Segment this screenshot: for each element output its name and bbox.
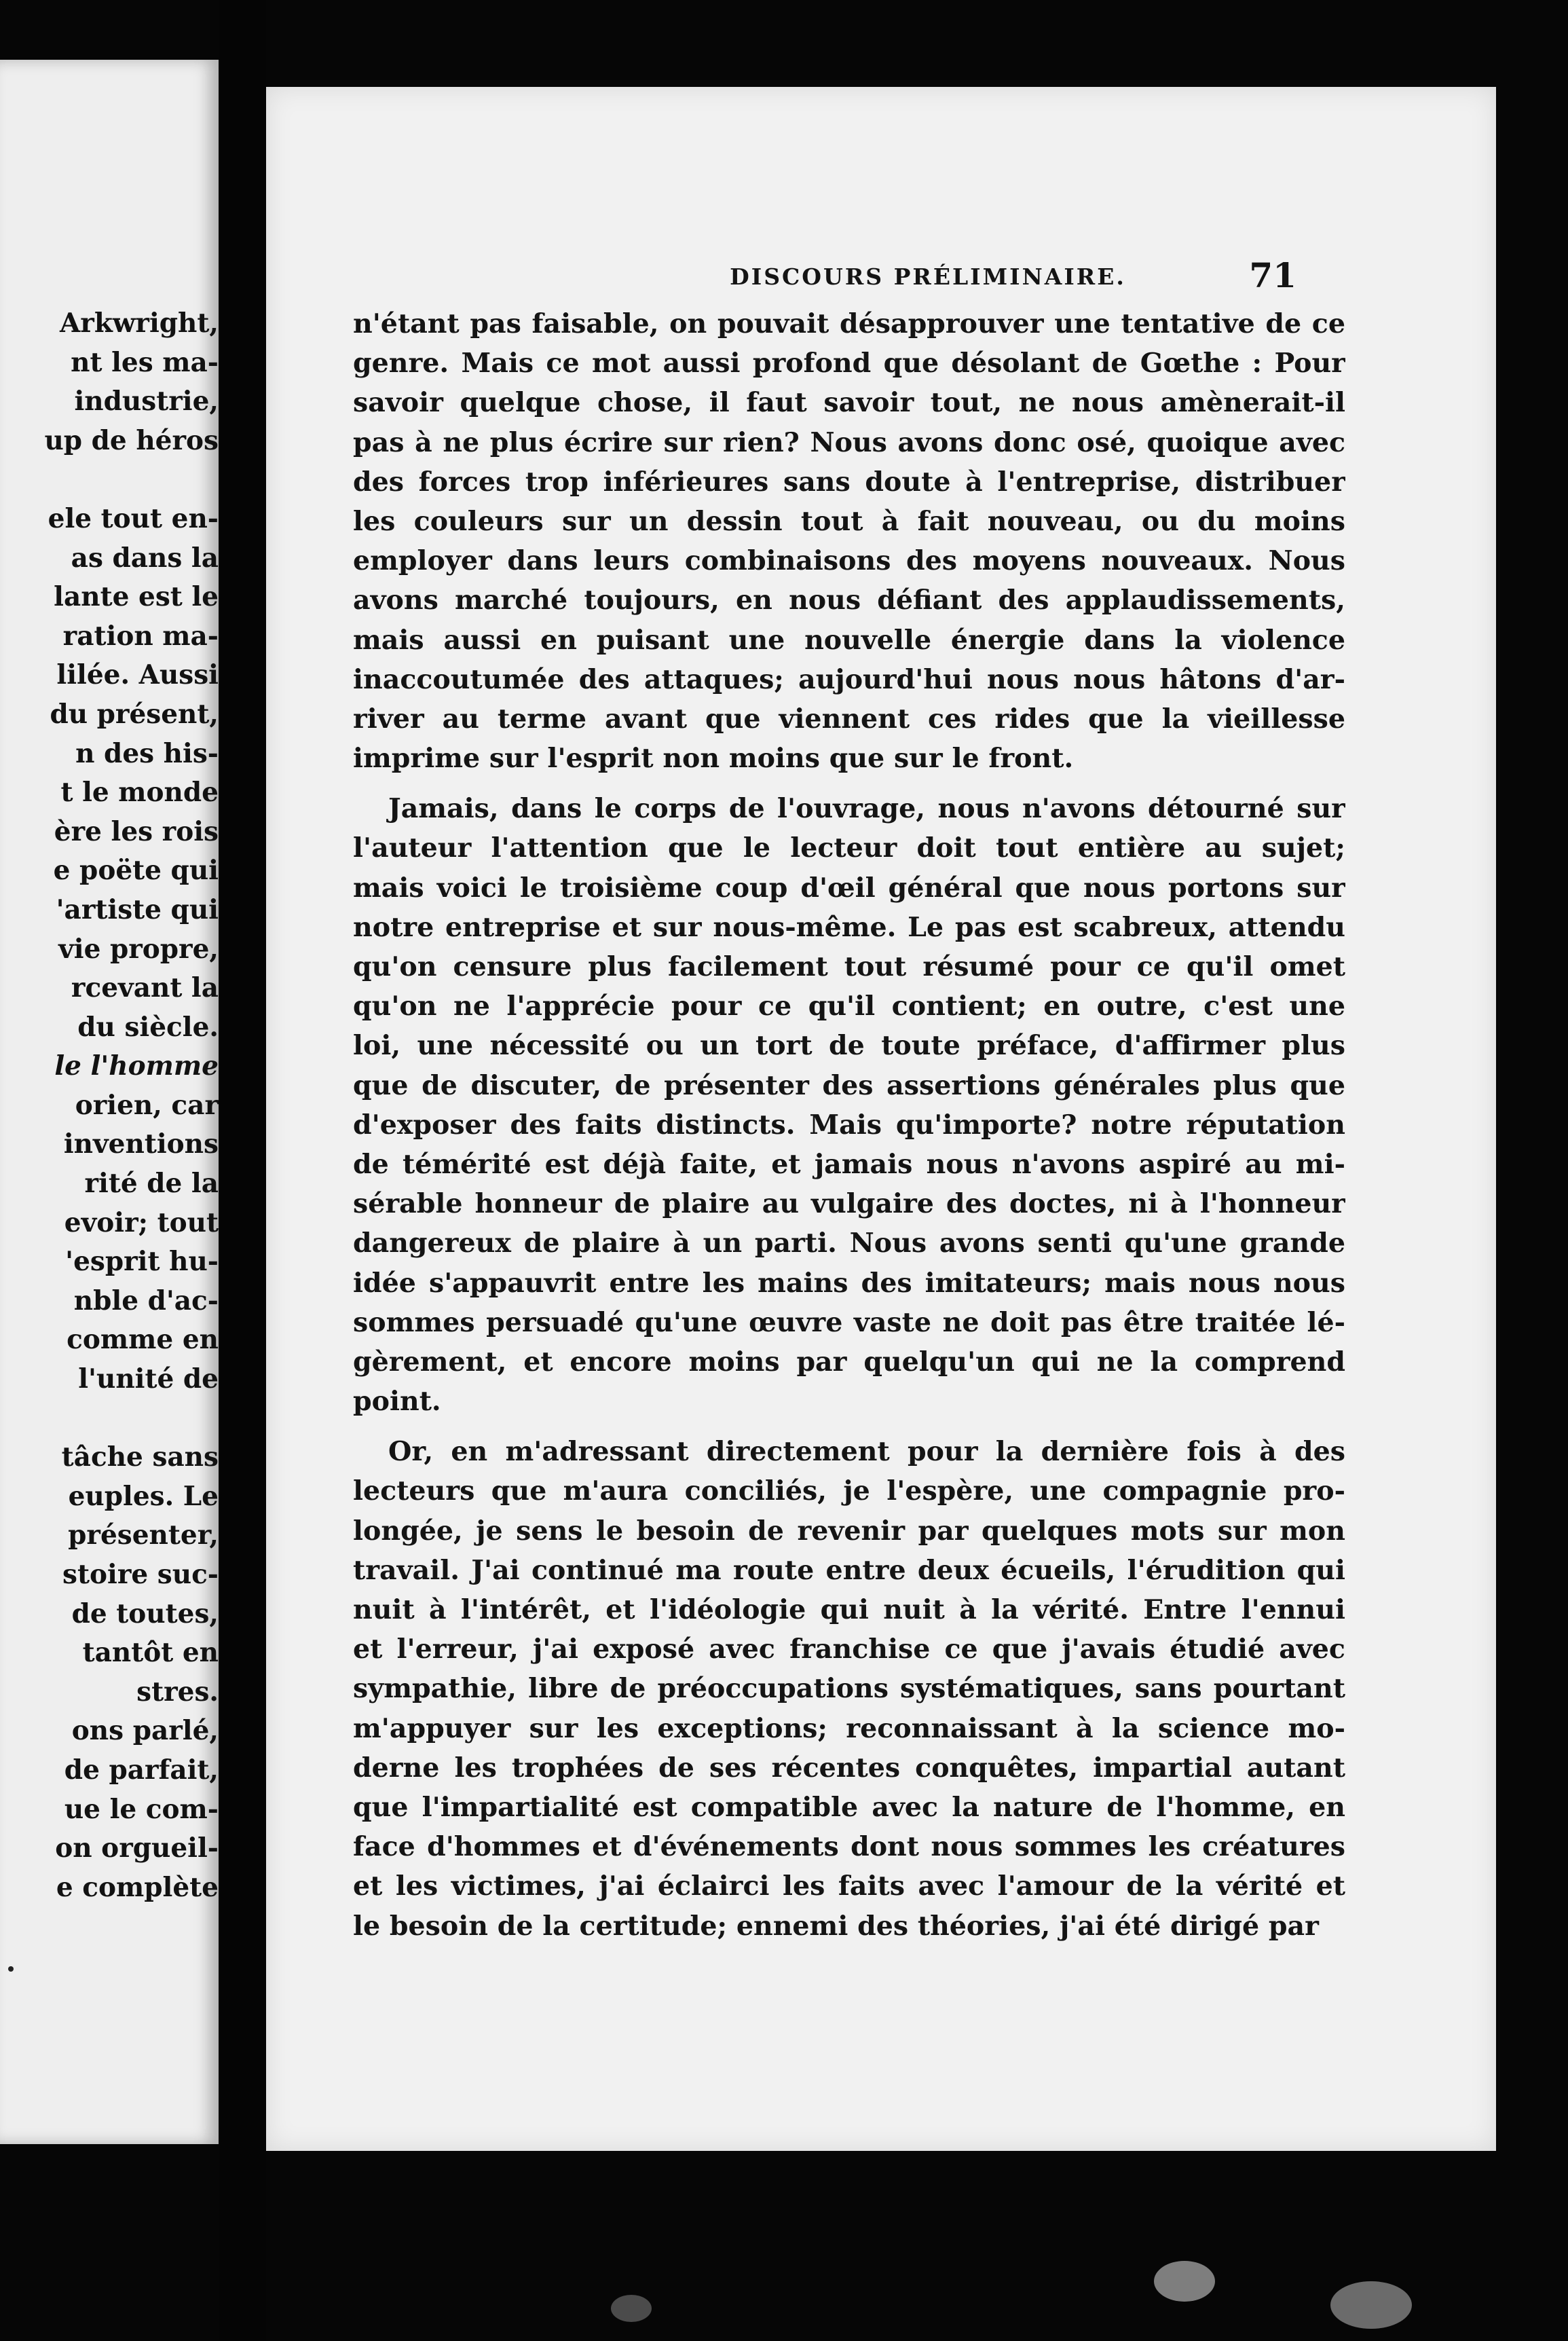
previous-page-line: l'unité de (78, 1363, 219, 1395)
previous-page-line: tâche sans (61, 1441, 219, 1473)
body-text (353, 304, 1345, 1946)
text-line: que de discuter, de présenter des assertions générales plus que (353, 1069, 1345, 1101)
previous-page-line: euples. Le (68, 1480, 219, 1512)
previous-page (0, 60, 219, 2144)
previous-page-line: on orgueil- (55, 1832, 219, 1864)
text-line: de témérité est déjà faite, et jamais nous n'avons aspiré au mi- (353, 1148, 1345, 1180)
text-line: n'étant pas faisable, on pouvait désapprouver une tentative de ce (353, 308, 1345, 339)
previous-page-line: industrie, (74, 386, 219, 418)
text-line: idée s'appauvrit entre les mains des imitateurs; mais nous nous (353, 1267, 1345, 1299)
text-line: que l'impartialité est compatible avec la nature de l'homme, en (353, 1791, 1345, 1823)
previous-page-line: vie propre, (58, 933, 219, 965)
scan-speck (611, 2295, 652, 2322)
previous-page-line: 'esprit hu- (65, 1246, 219, 1278)
previous-page-line: du présent, (50, 698, 219, 730)
previous-page-line: ère les rois (54, 815, 219, 847)
previous-page-text (0, 304, 219, 1907)
text-line: Or, en m'adressant directement pour la dernière fois à des (388, 1436, 1345, 1468)
previous-page-line: as dans la (71, 542, 219, 574)
previous-page-line: ration ma- (62, 620, 219, 652)
text-line: inaccoutumée des attaques; aujourd'hui nous nous hâtons d'ar- (353, 663, 1345, 695)
text-line: sommes persuadé qu'une œuvre vaste ne doit pas être traitée lé- (353, 1306, 1345, 1338)
text-line: savoir quelque chose, il faut savoir tout, ne nous amènerait-il (353, 387, 1345, 419)
running-head: DISCOURS PRÉLIMINAIRE. (730, 263, 1126, 290)
previous-page-line: de parfait, (64, 1754, 219, 1786)
previous-page-line: nt les ma- (71, 346, 219, 378)
previous-page-line: du siècle. (77, 1011, 219, 1043)
previous-page-line: tantôt en (82, 1637, 219, 1669)
previous-page-line: stres. (136, 1676, 219, 1708)
previous-page-line: e poëte qui (53, 855, 219, 887)
previous-page-line: nble d'ac- (73, 1285, 219, 1316)
previous-page-line: ele tout en- (48, 502, 219, 534)
previous-page-line: n des his- (75, 737, 219, 769)
text-line: mais aussi en puisant une nouvelle énergie dans la violence (353, 624, 1345, 656)
text-line: et les victimes, j'ai éclairci les faits avec l'amour de la vérité et (353, 1870, 1345, 1902)
text-line: notre entreprise et sur nous-même. Le pas est scabreux, attendu (353, 911, 1345, 943)
text-line: dangereux de plaire à un parti. Nous avons senti qu'une grande (353, 1228, 1345, 1259)
text-line: longée, je sens le besoin de revenir par quelques mots sur mon (353, 1515, 1345, 1547)
text-line: gèrement, et encore moins par quelqu'un qui ne la comprend (353, 1346, 1345, 1378)
text-line: des forces trop inférieures sans doute à l'entreprise, distribuer (353, 466, 1345, 498)
previous-page-line: de toutes, (71, 1598, 219, 1629)
scan-speck (1330, 2281, 1412, 2329)
previous-page-line: rité de la (84, 1168, 219, 1200)
text-line: et l'erreur, j'ai exposé avec franchise ce que j'avais étudié avec (353, 1634, 1345, 1665)
text-line: point. (353, 1386, 441, 1418)
previous-page-line: inventions (63, 1128, 219, 1160)
previous-page-line: rcevant la (71, 972, 219, 1004)
text-line: loi, une nécessité ou un tort de toute préface, d'affirmer plus (353, 1030, 1345, 1062)
current-page (266, 87, 1496, 2151)
text-line: lecteurs que m'aura conciliés, je l'espère, une compagnie pro- (353, 1475, 1345, 1507)
text-line: sérable honneur de plaire au vulgaire des doctes, ni à l'honneur (353, 1188, 1345, 1220)
text-line: Jamais, dans le corps de l'ouvrage, nous n'avons détourné sur (388, 793, 1345, 825)
text-line: face d'hommes et d'événements dont nous sommes les créatures (353, 1831, 1345, 1863)
page-number: 71 (1249, 255, 1296, 295)
previous-page-line: up de héros (44, 424, 219, 456)
text-line: mais voici le troisième coup d'œil général que nous portons sur (353, 872, 1345, 904)
previous-page-line (0, 460, 219, 500)
text-line: nuit à l'intérêt, et l'idéologie qui nuit à la vérité. Entre l'ennui (353, 1594, 1345, 1625)
previous-page-line: lilée. Aussi (56, 659, 219, 691)
text-line: les couleurs sur un dessin tout à fait nouveau, ou du moins (353, 505, 1345, 537)
previous-page-line: evoir; tout (64, 1206, 219, 1238)
book-gutter (219, 0, 266, 2341)
previous-page-line: lante est le (54, 581, 219, 613)
text-line: qu'on ne l'apprécie pour ce qu'il contient; en outre, c'est une (353, 991, 1345, 1022)
text-line: d'exposer des faits distincts. Mais qu'importe? notre réputation (353, 1109, 1345, 1141)
previous-page-line: e complète (56, 1871, 219, 1903)
ink-dot (8, 1966, 14, 1972)
previous-page-line: 'artiste qui (56, 893, 219, 925)
previous-page-line: t le monde (60, 777, 219, 809)
text-line: imprime sur l'esprit non moins que sur le front. (353, 743, 1074, 775)
previous-page-line: ons parlé, (71, 1715, 219, 1747)
previous-page-line (0, 1399, 219, 1439)
previous-page-line: orien, car (75, 1089, 219, 1121)
text-line: m'appuyer sur les exceptions; reconnaissant à la science mo- (353, 1712, 1345, 1744)
text-line: le besoin de la certitude; ennemi des théories, j'ai été dirigé par (353, 1910, 1319, 1942)
text-line: pas à ne plus écrire sur rien? Nous avons donc osé, quoique avec (353, 426, 1345, 458)
previous-page-line: présenter, (68, 1519, 219, 1551)
previous-page-line: stoire suc- (62, 1559, 219, 1590)
text-line: genre. Mais ce mot aussi profond que désolant de Gœthe : Pour (353, 348, 1345, 380)
text-line: river au terme avant que viennent ces rides que la vieillesse (353, 703, 1345, 735)
previous-page-line: le l'homme (54, 1050, 219, 1082)
text-line: qu'on censure plus facilement tout résumé pour ce qu'il omet (353, 951, 1345, 982)
text-line: l'auteur l'attention que le lecteur doit tout entière au sujet; (353, 832, 1345, 864)
scan-speck (1154, 2261, 1215, 2302)
text-line: travail. J'ai continué ma route entre deux écueils, l'érudition qui (353, 1554, 1345, 1586)
previous-page-line: ue le com- (64, 1793, 219, 1825)
text-line: employer dans leurs combinaisons des moyens nouveaux. Nous (353, 545, 1345, 577)
text-line: avons marché toujours, en nous défiant des applaudissements, (353, 585, 1345, 616)
previous-page-line: Arkwright, (60, 308, 219, 339)
text-line: derne les trophées de ses récentes conquêtes, impartial autant (353, 1752, 1345, 1784)
text-line: sympathie, libre de préoccupations systématiques, sans pourtant (353, 1673, 1345, 1705)
previous-page-line: comme en (67, 1324, 219, 1356)
